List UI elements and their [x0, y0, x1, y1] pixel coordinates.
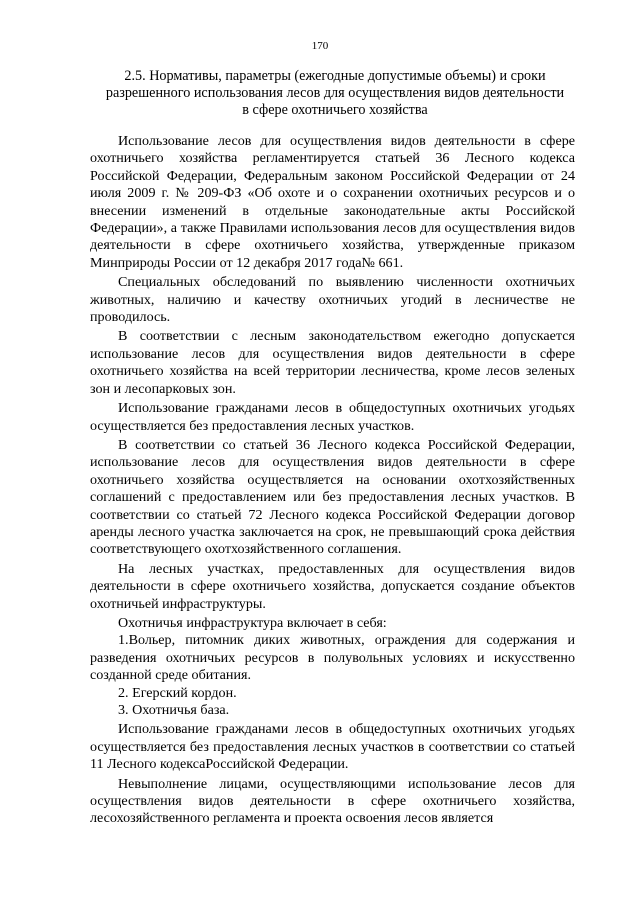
- paragraph-article-36: В соответствии со статьей 36 Лесного кодекса Российской Федерации, использование лесов для осуществления видов деятельности в сфере охотничьего хозяйства осуществляется на основании охотхозяйственных соглашений с предоставлением или без предоставления лесных участков. В соответствии со статьей 72 Лесного кодекса Российской Федерации договор аренды лесного участка заключается на срок, не превышающий срока действия соответствующего охотхозяйственного соглашения.: [90, 436, 575, 558]
- paragraph-hunting-regulation: Использование лесов для осуществления видов деятельности в сфере охотничьего хозяйства регламентируется статьей 36 Лесного кодекса Российской Федерации, Федеральным законом Российской Федерации от 24 июля 2009 г. № 209-ФЗ «Об охоте и о сохранении охотничьих ресурсов и о внесении изменений в отдельные законодательные акты Российской Федерации», а также Правилами использования лесов для осуществления видов деятельности в сфере охотничьего хозяйства, утвержденные приказом Минприроды России от 12 декабря 2017 года№ 661.: [90, 133, 575, 271]
- list-item: 1.Вольер, питомник диких животных, ограждения для содержания и разведения охотничьих ресурсов в полувольных условиях и искусственно созданной среде обитания.: [90, 632, 575, 684]
- paragraph-infrastructure-intro: Охотничья инфраструктура включает в себя:: [118, 614, 387, 631]
- paragraph-annual-use: В соответствии с лесным законодательством ежегодно допускается использование лесов для осуществления видов деятельности в сфере охотничьего хозяйства на всей территории лесничества, кроме лесов зеленых зон и лесопарковых зон.: [90, 328, 575, 397]
- section-heading-line: 2.5. Нормативы, параметры (ежегодные допустимые объемы) и сроки: [124, 68, 546, 84]
- list-item: 2. Егерский кордон.: [118, 684, 237, 701]
- list-item: 3. Охотничья база.: [118, 702, 230, 718]
- paragraph-non-compliance: Невыполнение лицами, осуществляющими использование лесов для осуществления видов деятельности в сфере охотничьего хозяйства, лесохозяйственного регламента и проекта освоения лесов является: [90, 775, 575, 827]
- paragraph-public-grounds: Использование гражданами лесов в общедоступных охотничьих угодьях осуществляется без предоставления лесных участков.: [90, 400, 575, 434]
- paragraph-special-surveys: Специальных обследований по выявлению численности охотничьих животных, наличию и качеству охотничьих угодий в лесничестве не проводилось.: [90, 274, 575, 326]
- section-heading-line: в сфере охотничьего хозяйства: [242, 102, 428, 118]
- section-heading: [96, 68, 574, 119]
- paragraph-infrastructure-allowed: На лесных участках, предоставленных для осуществления видов деятельности в сфере охотничьего хозяйства, допускается создание объектов охотничьей инфраструктуры.: [90, 560, 575, 612]
- page-number: 170: [311, 40, 329, 52]
- section-heading-line: разрешенного использования лесов для осуществления видов деятельности: [105, 85, 565, 101]
- paragraph-article-11: Использование гражданами лесов в общедоступных охотничьих угодьях осуществляется без предоставления лесных участков в соответствии со статьей 11 Лесного кодексаРоссийской Федерации.: [90, 721, 575, 773]
- document-body: [90, 133, 575, 828]
